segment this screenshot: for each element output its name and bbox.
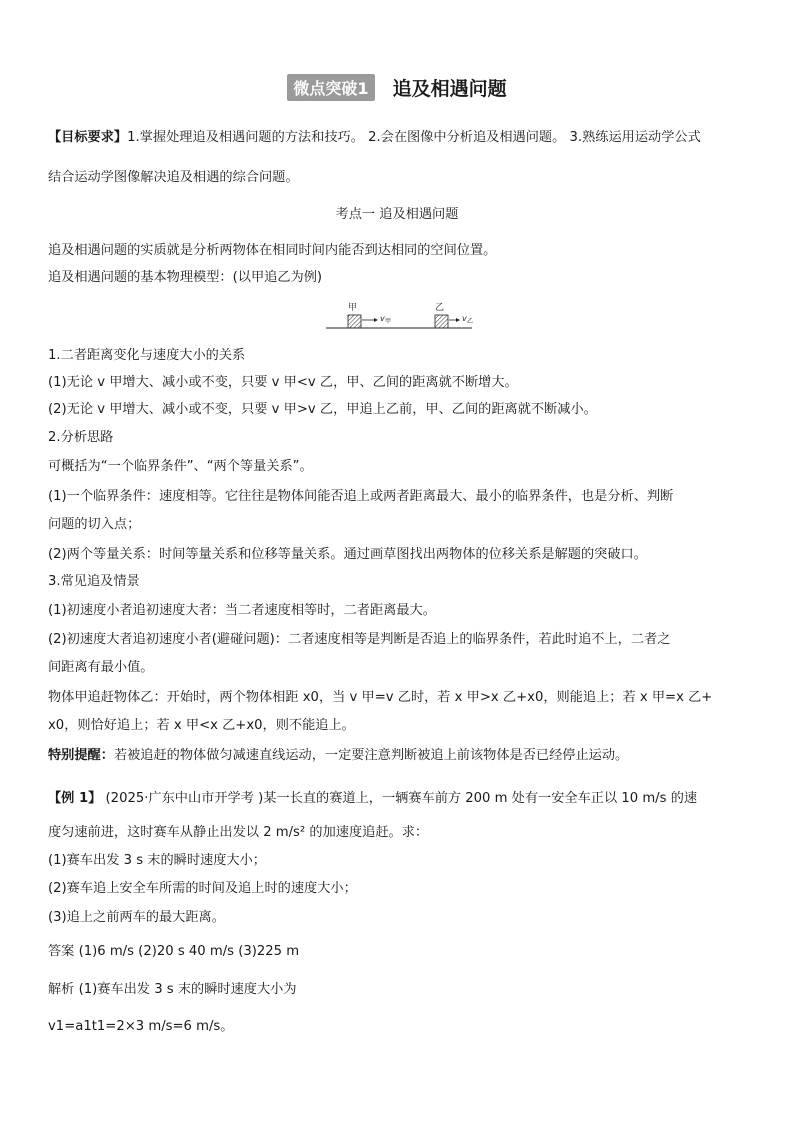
special-tip [48, 746, 748, 766]
object-b-block [435, 315, 448, 328]
object-a-block [348, 315, 361, 328]
part3-item-2b: 间距离有最小值。 [48, 660, 154, 675]
velocity-b-label: v [462, 314, 467, 323]
objectives-tag: 【目标要求】 [48, 130, 128, 145]
velocity-a-arrowhead [374, 318, 378, 322]
section-badge: 微点突破1 [287, 74, 374, 101]
intro-line-2: 追及相遇问题的基本物理模型：(以甲追乙为例) [48, 270, 323, 285]
part3-case-a: 物体甲追赶物体乙：开始时，两个物体相距 x0，当 v 甲=v 乙时，若 x 甲>x 乙+x0，则能追上；若 x 甲=x 乙+ [48, 690, 713, 705]
example-line-1 [48, 789, 748, 809]
part3-item-1: (1)初速度小者追初速度大者：当二者速度相等时，二者距离最大。 [48, 603, 436, 618]
part1-heading: 1.二者距离变化与速度大小的关系 [48, 348, 246, 363]
example-question-3: (3)追上之前两车的最大距离。 [48, 910, 225, 925]
velocity-b-arrowhead [456, 318, 460, 322]
object-b-label: 乙 [435, 303, 445, 313]
objectives-line-1 [48, 128, 748, 148]
part3-case-b: x0，则恰好追上；若 x 甲<x 乙+x0，则不能追上。 [48, 718, 355, 733]
section-title: 考点一 追及相遇问题 [335, 207, 459, 222]
example-answer: 答案 (1)6 m/s (2)20 s 40 m/s (3)225 m [48, 944, 300, 959]
part2-item-2: (2)两个等量关系：时间等量关系和位移等量关系。通过画草图找出两物体的位移关系是解题的突破口。 [48, 547, 647, 562]
part2-heading: 2.分析思路 [48, 430, 114, 445]
velocity-a-sub: 甲 [385, 318, 392, 325]
page-title [0, 74, 794, 101]
title-text: 追及相遇问题 [392, 78, 507, 100]
intro-line-1: 追及相遇问题的实质就是分析两物体在相同时间内能否到达相同的空间位置。 [48, 243, 497, 258]
tip-label: 特别提醒： [48, 748, 114, 763]
tip-text: 若被追赶的物体做匀减速直线运动，一定要注意判断被追上前该物体是否已经停止运动。 [113, 748, 629, 763]
part1-item-1: (1)无论 v 甲增大、减小或不变，只要 v 甲<v 乙，甲、乙间的距离就不断增大。 [48, 375, 518, 390]
example-question-1: (1)赛车出发 3 s 末的瞬时速度大小； [48, 853, 266, 868]
chase-model-diagram [324, 298, 474, 336]
objectives-text-1: 1.掌握处理追及相遇问题的方法和技巧。 2.会在图像中分析追及相遇问题。 3.熟练运用运动学公式 [127, 130, 701, 145]
velocity-b-sub: 乙 [467, 318, 474, 325]
velocity-a-label: v [380, 314, 385, 323]
part1-item-2: (2)无论 v 甲增大、减小或不变，只要 v 甲>v 乙，甲追上乙前，甲、乙间的距离就不断减小。 [48, 402, 597, 417]
example-text-1: (2025·广东中山市开学考 )某一长直的赛道上，一辆赛车前方 200 m 处有一安全车正以 10 m/s 的速 [101, 791, 698, 806]
part2-item-1a: (1)一个临界条件：速度相等。它往往是物体间能否追上或两者距离最大、最小的临界条件，也是分析、判断 [48, 489, 674, 504]
part2-item-1b: 问题的切入点； [48, 517, 141, 532]
example-formula: v1=a1t1=2×3 m/s=6 m/s。 [48, 1019, 234, 1034]
part3-item-2a: (2)初速度大者追初速度小者(避碰问题)：二者速度相等是判断是否追上的临界条件，若此时追不上，二者之 [48, 632, 671, 647]
example-analysis: 解析 (1)赛车出发 3 s 末的瞬时速度大小为 [48, 982, 297, 997]
part3-heading: 3.常见追及情景 [48, 574, 140, 589]
objectives-line-2: 结合运动学图像解决追及相遇的综合问题。 [48, 170, 299, 185]
object-a-label: 甲 [348, 303, 358, 313]
example-tag: 【例 1】 [48, 791, 102, 806]
example-question-2: (2)赛车追上安全车所需的时间及追上时的速度大小； [48, 881, 357, 896]
part2-summary: 可概括为“一个临界条件”、“两个等量关系”。 [48, 459, 313, 474]
example-line-2: 度匀速前进，这时赛车从静止出发以 2 m/s² 的加速度追赶。求： [48, 825, 429, 840]
